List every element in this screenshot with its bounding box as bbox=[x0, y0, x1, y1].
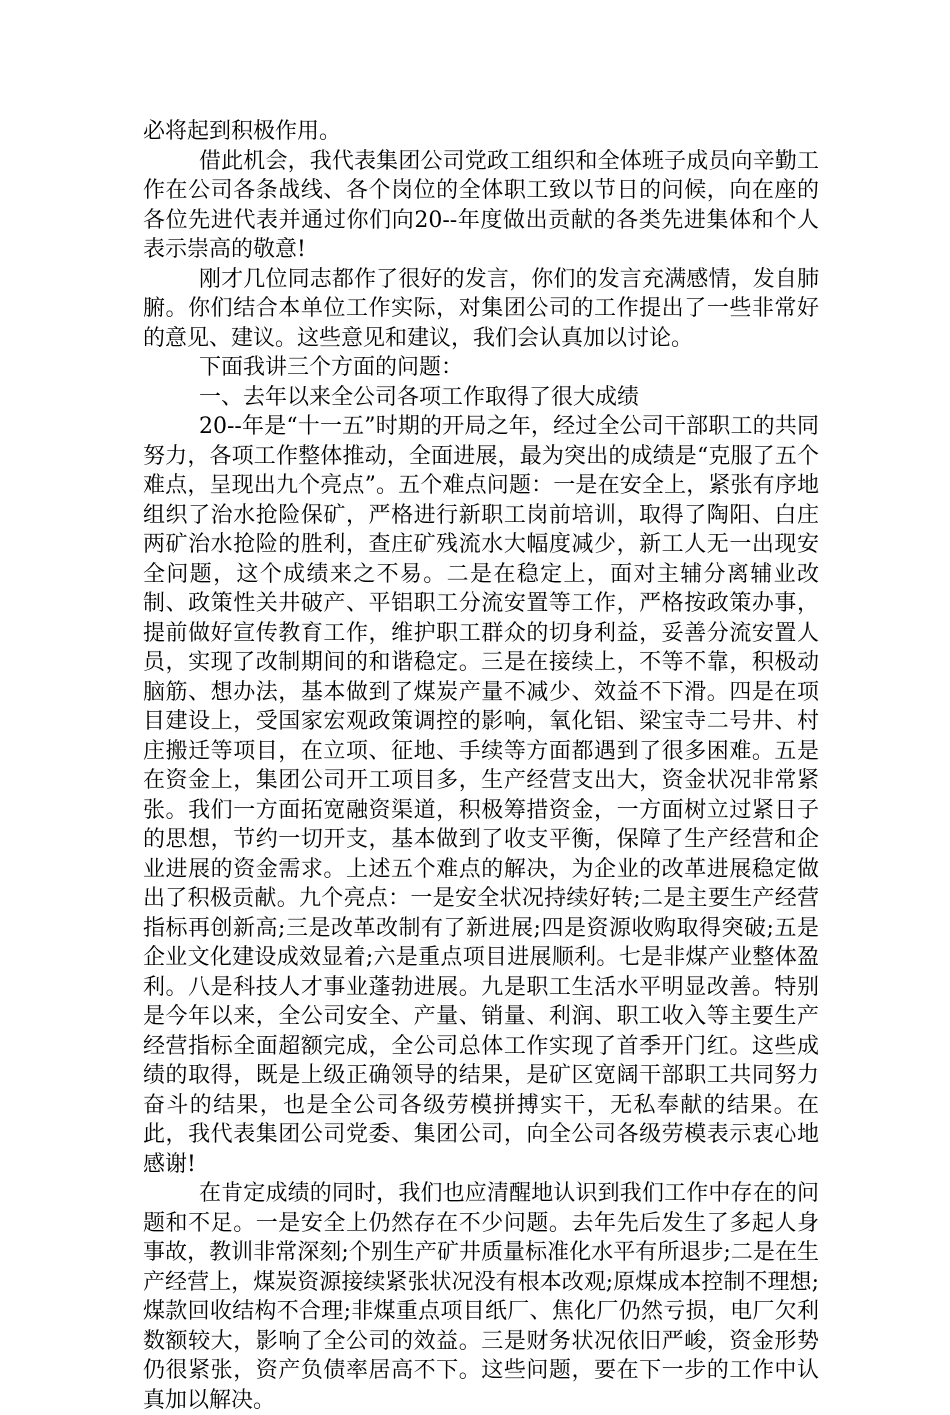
paragraph-continuation: 必将起到积极作用。 bbox=[143, 119, 342, 144]
paragraph-problems: 在肯定成绩的同时，我们也应清醒地认识到我们工作中存在的问题和不足。一是安全上仍然存在不少问题。去年先后发生了多起人身事故，教训非常深刻;个别生产矿井质量标准化水平有所退步;二是在生产经营上，煤炭资源接续紧张状况没有根本改观;原煤成本控制不理想;煤款回收结构不合理;非煤重点项目纸厂、焦化厂仍然亏损，电厂欠利数额较大，影响了全公司的效益。三是财务状况依旧严峻，资金形势仍很紧张，资产负债率居高不下。这些问题，要在下一步的工作中认真加以解决。 bbox=[143, 1181, 819, 1413]
section-heading: 一、去年以来全公司各项工作取得了很大成绩 bbox=[199, 384, 640, 410]
paragraph-intro: 下面我讲三个方面的问题： bbox=[199, 355, 464, 380]
paragraph-greeting: 借此机会，我代表集团公司党政工组织和全体班子成员向辛勤工作在公司各条战线、各个岗位的全体职工致以节日的问候，向在座的各位先进代表并通过你们向20--年度做出贡献的各类先进集体和个人表示崇高的敬意! bbox=[143, 148, 819, 262]
document-page bbox=[143, 117, 819, 1415]
paragraph-feedback: 刚才几位同志都作了很好的发言，你们的发言充满感情，发自肺腑。你们结合本单位工作实际，对集团公司的工作提出了一些非常好的意见、建议。这些意见和建议，我们会认真加以讨论。 bbox=[143, 266, 819, 351]
paragraph-achievements: 20--年是“十一五”时期的开局之年，经过全公司干部职工的共同努力，各项工作整体推动，全面进展，最为突出的成绩是“克服了五个难点，呈现出九个亮点”。五个难点问题：一是在安全上，紧张有序地组织了治水抢险保矿，严格进行新职工岗前培训，取得了陶阳、白庄两矿治水抢险的胜利，查庄矿残流水大幅度减少，新工人无一出现安全问题，这个成绩来之不易。二是在稳定上，面对主辅分离辅业改制、政策性关井破产、平铝职工分流安置等工作，严格按政策办事，提前做好宣传教育工作，维护职工群众的切身利益，妥善分流安置人员，实现了改制期间的和谐稳定。三是在接续上，不等不靠，积极动脑筋、想办法，基本做到了煤炭产量不减少、效益不下滑。四是在项目建设上，受国家宏观政策调控的影响，氧化铝、梁宝寺二号井、村庄搬迁等项目，在立项、征地、手续等方面都遇到了很多困难。五是在资金上，集团公司开工项目多，生产经营支出大，资金状况非常紧张。我们一方面拓宽融资渠道，积极筹措资金，一方面树立过紧日子的思想，节约一切开支，基本做到了收支平衡，保障了生产经营和企业进展的资金需求。上述五个难点的解决，为企业的改革进展稳定做出了积极贡献。九个亮点：一是安全状况持续好转;二是主要生产经营指标再创新高;三是改革改制有了新进展;四是资源收购取得突破;五是企业文化建设成效显着;六是重点项目进展顺利。七是非煤产业整体盈利。八是科技人才事业蓬勃进展。九是职工生活水平明显改善。特别是今年以来，全公司安全、产量、销量、利润、职工收入等主要生产经营指标全面超额完成，全公司总体工作实现了首季开门红。这些成绩的取得，既是上级正确领导的结果，是矿区宽阔干部职工共同努力奋斗的结果，也是全公司各级劳模拼搏实干，无私奉献的结果。在此，我代表集团公司党委、集团公司，向全公司各级劳模表示衷心地感谢! bbox=[143, 414, 819, 1177]
